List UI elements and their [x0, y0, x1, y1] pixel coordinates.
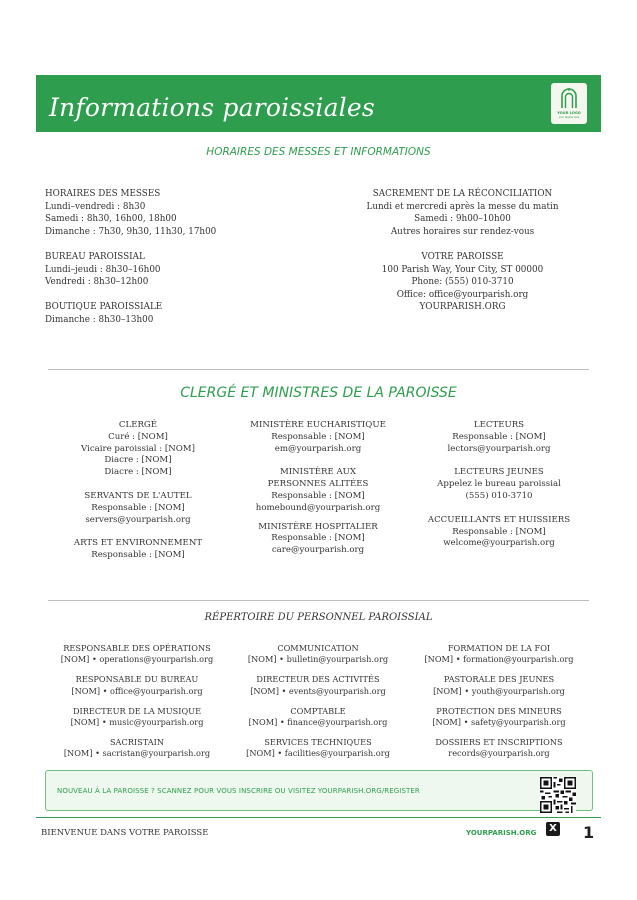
page-title: Informations paroissiales	[49, 93, 375, 122]
x-social-icon[interactable]: X	[546, 822, 560, 836]
footer-welcome: BIENVENUE DANS VOTRE PAROISSE	[41, 828, 209, 838]
directory-heading: RÉPERTOIRE DU PERSONNEL PAROISSIAL	[204, 612, 433, 623]
staff-title: DIRECTEUR DES ACTIVITÉS	[256, 674, 380, 685]
ministry-line: servers@yourparish.org	[85, 514, 191, 525]
ministry-title: ACCUEILLANTS ET HUISSIERS	[427, 514, 571, 525]
ministry-line: Responsable : [NOM]	[91, 550, 185, 561]
qr-code-icon[interactable]	[540, 777, 576, 813]
ministry-title: MINISTÈRE AUX PERSONNES ALITÉES	[267, 467, 369, 490]
ministry-title: MINISTÈRE HOSPITALIER	[258, 521, 378, 532]
clergy-heading: CLERGÉ ET MINISTRES DE LA PAROISSE	[180, 385, 457, 401]
divider	[48, 369, 589, 370]
parish-address: 100 Parish Way, Your City, ST 00000	[381, 264, 544, 275]
ministry-line: Diacre : [NOM]	[104, 467, 172, 478]
clergy-column-2	[228, 420, 408, 557]
ministry-line: em@yourparish.org	[274, 443, 362, 454]
footer-website-link[interactable]: YOURPARISH.ORG	[466, 829, 537, 837]
register-callout	[45, 770, 593, 811]
divider	[48, 600, 589, 601]
staff-title: COMMUNICATION	[277, 643, 359, 653]
ministry-line: Vicaire paroissial : [NOM]	[81, 443, 195, 454]
reconciliation-line: Lundi et mercredi après la messe du matin	[366, 201, 559, 212]
ministry-title: SERVANTS DE L'AUTEL	[84, 490, 192, 501]
ministry-title: LECTEURS JEUNES	[454, 467, 544, 478]
mass-line: Samedi : 8h30, 16h00, 18h00	[45, 214, 177, 225]
staff-contact: [NOM] • youth@yourparish.org	[433, 685, 565, 696]
staff-contact: [NOM] • music@yourparish.org	[70, 717, 204, 728]
staff-title: SACRISTAIN	[109, 736, 165, 747]
ministry-line: Responsable : [NOM]	[91, 502, 185, 513]
mass-line: Dimanche : 7h30, 9h30, 11h30, 17h00	[45, 226, 217, 237]
staff-title: RESPONSABLE DES OPÉRATIONS	[63, 643, 211, 653]
office-heading: BUREAU PAROISSIAL	[45, 251, 145, 262]
church-door-icon	[559, 87, 579, 109]
parish-phone: Phone: (555) 010-3710	[411, 277, 514, 288]
staff-title: DOSSIERS ET INSCRIPTIONS	[435, 736, 563, 747]
staff-title: PASTORALE DES JEUNES	[443, 674, 555, 685]
page-number: 1	[583, 823, 595, 842]
ministry-line: homebound@yourparish.org	[255, 502, 381, 513]
register-text: NOUVEAU À LA PAROISSE ? SCANNEZ POUR VOUS INSCRIRE OU VISITEZ YOURPARISH.ORG/REGISTER	[57, 787, 420, 795]
staff-title: RESPONSABLE DU BUREAU	[75, 674, 199, 685]
page-subtitle: HORAIRES DES MESSES ET INFORMATIONS	[206, 146, 431, 158]
ministry-line: Responsable : [NOM]	[452, 526, 546, 537]
staff-contact: [NOM] • operations@yourparish.org	[60, 654, 214, 665]
ministry-line: Responsable : [NOM]	[452, 431, 546, 442]
header-banner	[36, 75, 601, 132]
staff-contact: records@yourparish.org	[448, 748, 550, 759]
staff-title: COMPTABLE	[290, 705, 346, 716]
directory-column-3	[404, 643, 594, 760]
parish-heading: VOTRE PAROISSE	[421, 251, 504, 262]
ministry-line: lectors@yourparish.org	[447, 443, 551, 454]
ministry-line: (555) 010-3710	[465, 490, 533, 501]
staff-contact: [NOM] • office@yourparish.org	[71, 685, 203, 696]
staff-contact: [NOM] • facilities@yourparish.org	[246, 748, 390, 759]
ministry-title: ARTS ET ENVIRONNEMENT	[73, 538, 203, 549]
reconciliation-line: Samedi : 9h00–10h00	[414, 214, 511, 225]
reconciliation-heading: SACREMENT DE LA RÉCONCILIATION	[372, 189, 553, 199]
ministry-title: LECTEURS	[473, 420, 525, 430]
logo-text: YOUR LOGO	[557, 111, 581, 115]
staff-contact: [NOM] • finance@yourparish.org	[248, 717, 388, 728]
ministry-line: Responsable : [NOM]	[271, 533, 365, 544]
parish-website: YOURPARISH.ORG	[419, 302, 506, 313]
staff-title: PROTECTION DES MINEURS	[436, 705, 562, 716]
staff-title: DIRECTEUR DE LA MUSIQUE	[72, 705, 202, 716]
staff-title: FORMATION DE LA FOI	[447, 643, 551, 653]
staff-contact: [NOM] • sacristan@yourparish.org	[63, 748, 211, 759]
directory-column-2	[223, 643, 413, 760]
ministry-line: Responsable : [NOM]	[271, 431, 365, 442]
directory-column-1	[42, 643, 232, 760]
ministry-line: care@yourparish.org	[271, 545, 365, 556]
ministry-line: Responsable : [NOM]	[271, 490, 365, 501]
ministry-title: CLERGÉ	[118, 420, 158, 430]
logo-tagline: your tagline here	[558, 116, 580, 119]
ministry-line: Diacre : [NOM]	[104, 455, 172, 466]
schedule-left	[45, 188, 305, 327]
staff-contact: [NOM] • safety@yourparish.org	[432, 717, 566, 728]
clergy-column-1	[48, 420, 228, 562]
staff-contact: [NOM] • bulletin@yourparish.org	[247, 654, 389, 665]
shop-heading: BOUTIQUE PAROISSIALE	[45, 302, 163, 313]
schedule-right	[330, 188, 595, 314]
staff-contact: [NOM] • formation@yourparish.org	[424, 654, 574, 665]
staff-contact: [NOM] • events@yourparish.org	[250, 685, 386, 696]
ministry-line: Curé : [NOM]	[108, 431, 168, 442]
office-line: Lundi–jeudi : 8h30–16h00	[45, 264, 161, 275]
ministry-line: Appelez le bureau paroissial	[437, 479, 561, 490]
ministry-line: welcome@yourparish.org	[443, 538, 555, 549]
parish-email: Office: office@yourparish.org	[396, 289, 529, 300]
parish-logo	[551, 83, 587, 124]
mass-heading: HORAIRES DES MESSES	[45, 189, 161, 199]
staff-title: SERVICES TECHNIQUES	[264, 736, 372, 747]
reconciliation-line: Autres horaires sur rendez-vous	[390, 226, 535, 237]
mass-line: Lundi–vendredi : 8h30	[45, 201, 146, 212]
clergy-column-3	[409, 420, 589, 550]
footer-divider	[36, 817, 601, 818]
office-line: Vendredi : 8h30–12h00	[45, 277, 149, 288]
shop-line: Dimanche : 8h30–13h00	[45, 314, 154, 325]
ministry-title: MINISTÈRE EUCHARISTIQUE	[250, 420, 386, 430]
